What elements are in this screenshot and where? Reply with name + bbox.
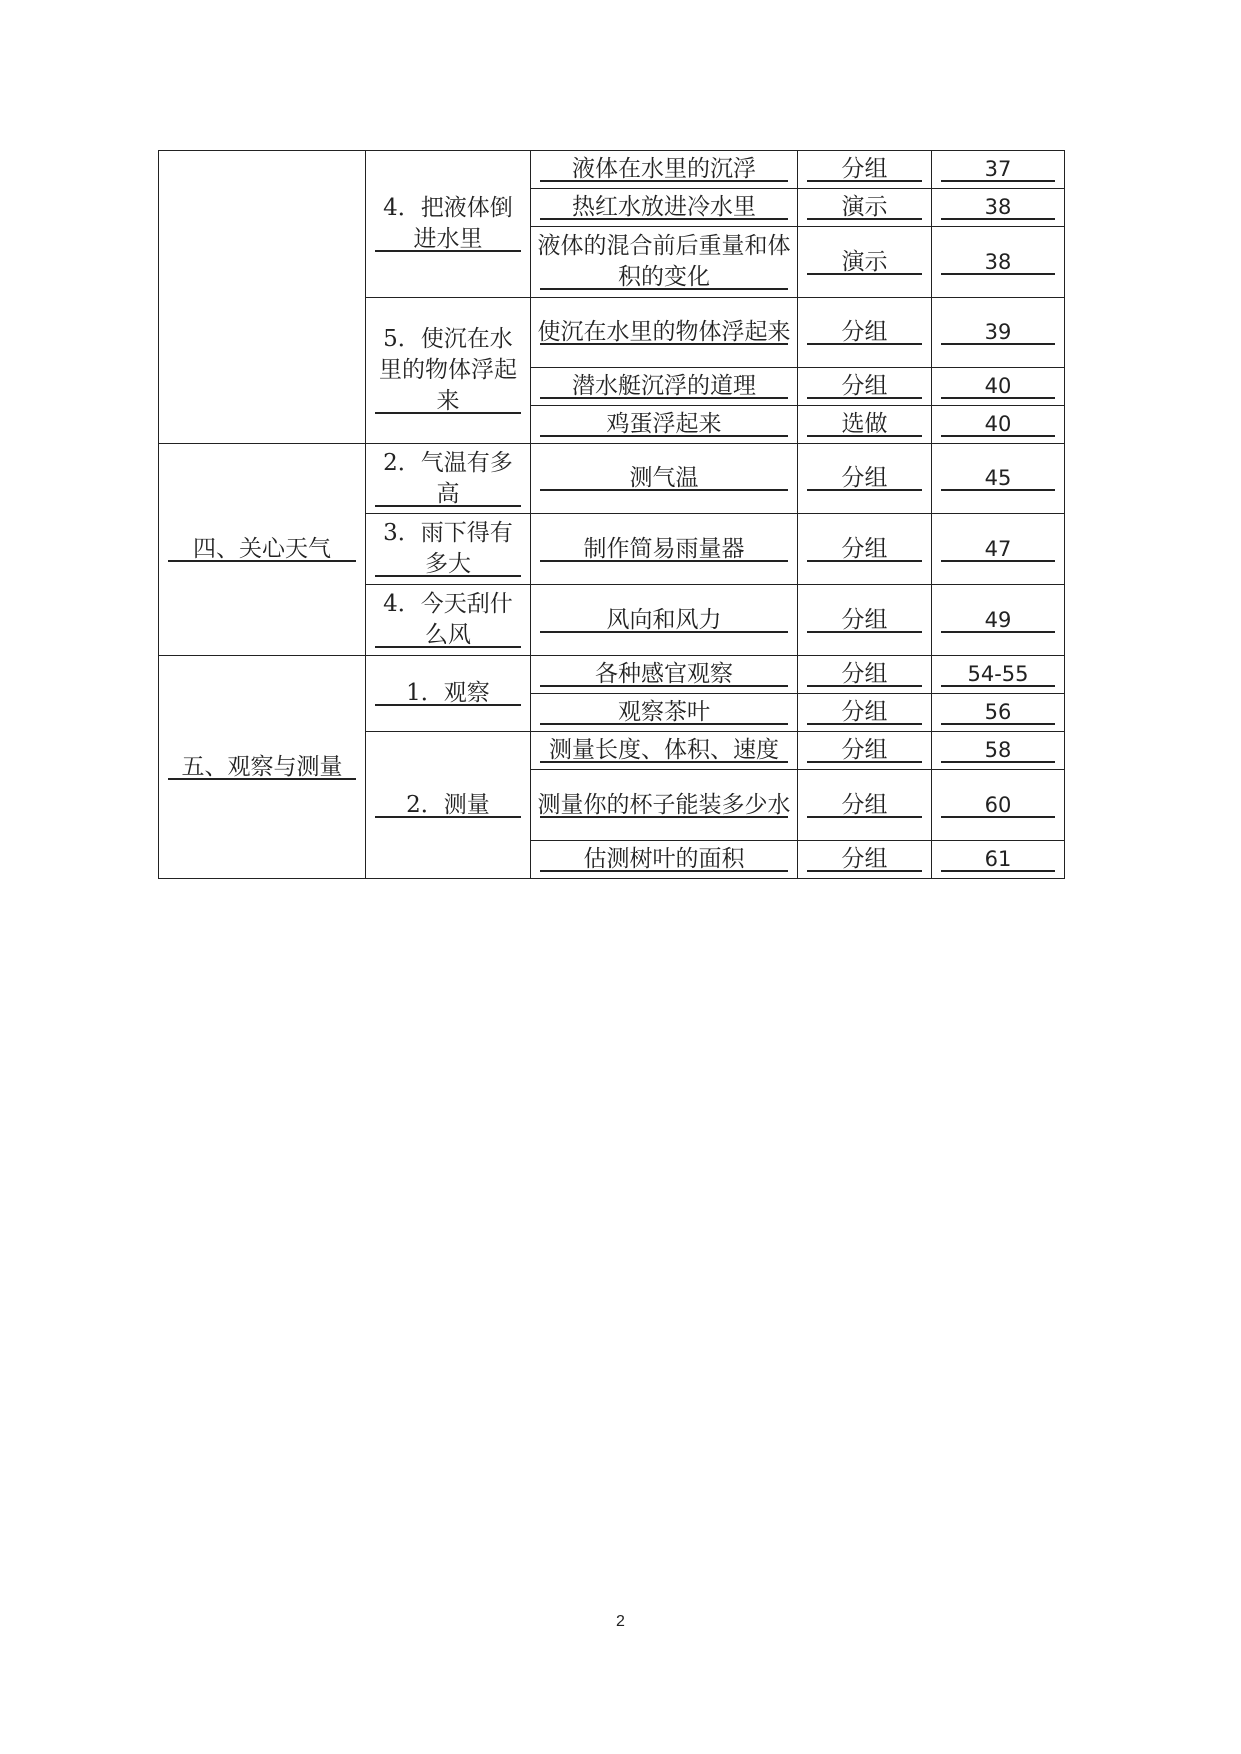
unit-label: 五、观察与测量 — [181, 753, 343, 780]
type-cell — [798, 151, 932, 189]
page-cell — [932, 227, 1065, 298]
page-cell — [932, 656, 1065, 694]
page-cell — [932, 151, 1065, 189]
activity-label: 液体在水里的沉浮 — [572, 156, 756, 182]
type-label: 分组 — [841, 699, 888, 725]
type-cell — [798, 189, 932, 227]
type-label: 分组 — [841, 737, 888, 763]
type-cell — [798, 406, 932, 444]
activity-label: 各种感官观察 — [595, 661, 733, 687]
type-cell — [798, 694, 932, 732]
lesson-cell — [366, 656, 531, 732]
activity-label: 测量长度、体积、速度 — [549, 737, 779, 763]
activity-label: 测气温 — [629, 465, 699, 491]
page-label: 56 — [984, 700, 1012, 724]
type-label: 选做 — [841, 411, 888, 437]
activity-cell — [531, 368, 798, 406]
type-label: 分组 — [841, 661, 888, 687]
type-label: 分组 — [841, 791, 888, 818]
activity-cell — [531, 189, 798, 227]
lesson-label: 5．使沉在水里的物体浮起来 — [379, 326, 517, 414]
page-cell — [932, 585, 1065, 656]
page-cell — [932, 368, 1065, 406]
activity-cell — [531, 841, 798, 879]
activity-label: 使沉在水里的物体浮起来 — [537, 319, 791, 345]
activity-label: 观察茶叶 — [618, 699, 710, 725]
page-label: 40 — [984, 374, 1012, 398]
lesson-cell — [366, 444, 531, 514]
type-label: 演示 — [841, 248, 888, 275]
activity-cell — [531, 151, 798, 189]
lesson-label: 2．气温有多高 — [383, 449, 513, 507]
lesson-label: 4．把液体倒进水里 — [383, 195, 513, 252]
unit-cell — [159, 656, 366, 879]
activity-cell — [531, 227, 798, 298]
type-label: 分组 — [841, 846, 888, 872]
activity-cell — [531, 732, 798, 770]
activity-cell — [531, 770, 798, 841]
unit-label: 四、关心天气 — [193, 536, 331, 562]
activity-label: 潜水艇沉浮的道理 — [572, 373, 756, 399]
page-cell — [932, 694, 1065, 732]
page-label: 58 — [984, 738, 1012, 762]
lesson-cell — [366, 732, 531, 879]
page-label: 54-55 — [967, 662, 1029, 686]
type-cell — [798, 841, 932, 879]
type-label: 分组 — [841, 465, 888, 491]
table-row — [159, 151, 1065, 189]
page-cell — [932, 298, 1065, 368]
activity-cell — [531, 514, 798, 585]
activity-label: 热红水放进冷水里 — [572, 194, 756, 220]
page-label: 45 — [984, 466, 1012, 490]
activity-cell — [531, 406, 798, 444]
page-label: 60 — [984, 792, 1012, 817]
type-cell — [798, 732, 932, 770]
activity-cell — [531, 585, 798, 656]
table-row — [159, 656, 1065, 694]
page-label: 49 — [984, 607, 1012, 632]
page-label: 38 — [984, 249, 1012, 274]
type-cell — [798, 770, 932, 841]
type-cell — [798, 227, 932, 298]
type-label: 分组 — [841, 156, 888, 182]
activity-cell — [531, 694, 798, 732]
activity-label: 估测树叶的面积 — [583, 846, 745, 872]
activity-label: 风向和风力 — [606, 606, 722, 633]
lesson-label: 1．观察 — [406, 680, 490, 706]
lesson-cell — [366, 514, 531, 585]
page-cell — [932, 406, 1065, 444]
type-label: 演示 — [841, 194, 888, 220]
type-cell — [798, 656, 932, 694]
page-label: 47 — [984, 536, 1012, 561]
type-label: 分组 — [841, 319, 888, 345]
page-label: 39 — [984, 320, 1012, 344]
activity-label: 测量你的杯子能装多少水 — [537, 791, 791, 818]
type-cell — [798, 585, 932, 656]
page-cell — [932, 189, 1065, 227]
activity-cell — [531, 298, 798, 368]
page-cell — [932, 444, 1065, 514]
lesson-label: 3．雨下得有多大 — [383, 520, 513, 577]
page-cell — [932, 841, 1065, 879]
page-label: 40 — [984, 412, 1012, 436]
lesson-cell — [366, 298, 531, 444]
page-label: 61 — [984, 847, 1012, 871]
activity-label: 制作简易雨量器 — [583, 535, 745, 562]
page-label: 38 — [984, 195, 1012, 219]
experiment-table — [158, 150, 1065, 879]
activity-cell — [531, 656, 798, 694]
page-cell — [932, 770, 1065, 841]
table-row — [159, 444, 1065, 514]
type-cell — [798, 298, 932, 368]
page-cell — [932, 732, 1065, 770]
activity-label: 鸡蛋浮起来 — [606, 411, 722, 437]
type-cell — [798, 444, 932, 514]
unit-cell — [159, 444, 366, 656]
activity-cell — [531, 444, 798, 514]
lesson-label: 2．测量 — [406, 791, 490, 818]
lesson-cell — [366, 585, 531, 656]
page-cell — [932, 514, 1065, 585]
lesson-cell — [366, 151, 531, 298]
page-label: 37 — [984, 157, 1012, 181]
type-label: 分组 — [841, 606, 888, 633]
page-number: 2 — [616, 1613, 625, 1630]
type-cell — [798, 368, 932, 406]
type-label: 分组 — [841, 373, 888, 399]
type-label: 分组 — [841, 535, 888, 562]
lesson-label: 4．今天刮什么风 — [383, 591, 513, 648]
type-cell — [798, 514, 932, 585]
activity-label: 液体的混合前后重量和体积的变化 — [537, 233, 791, 290]
unit-cell — [159, 151, 366, 444]
